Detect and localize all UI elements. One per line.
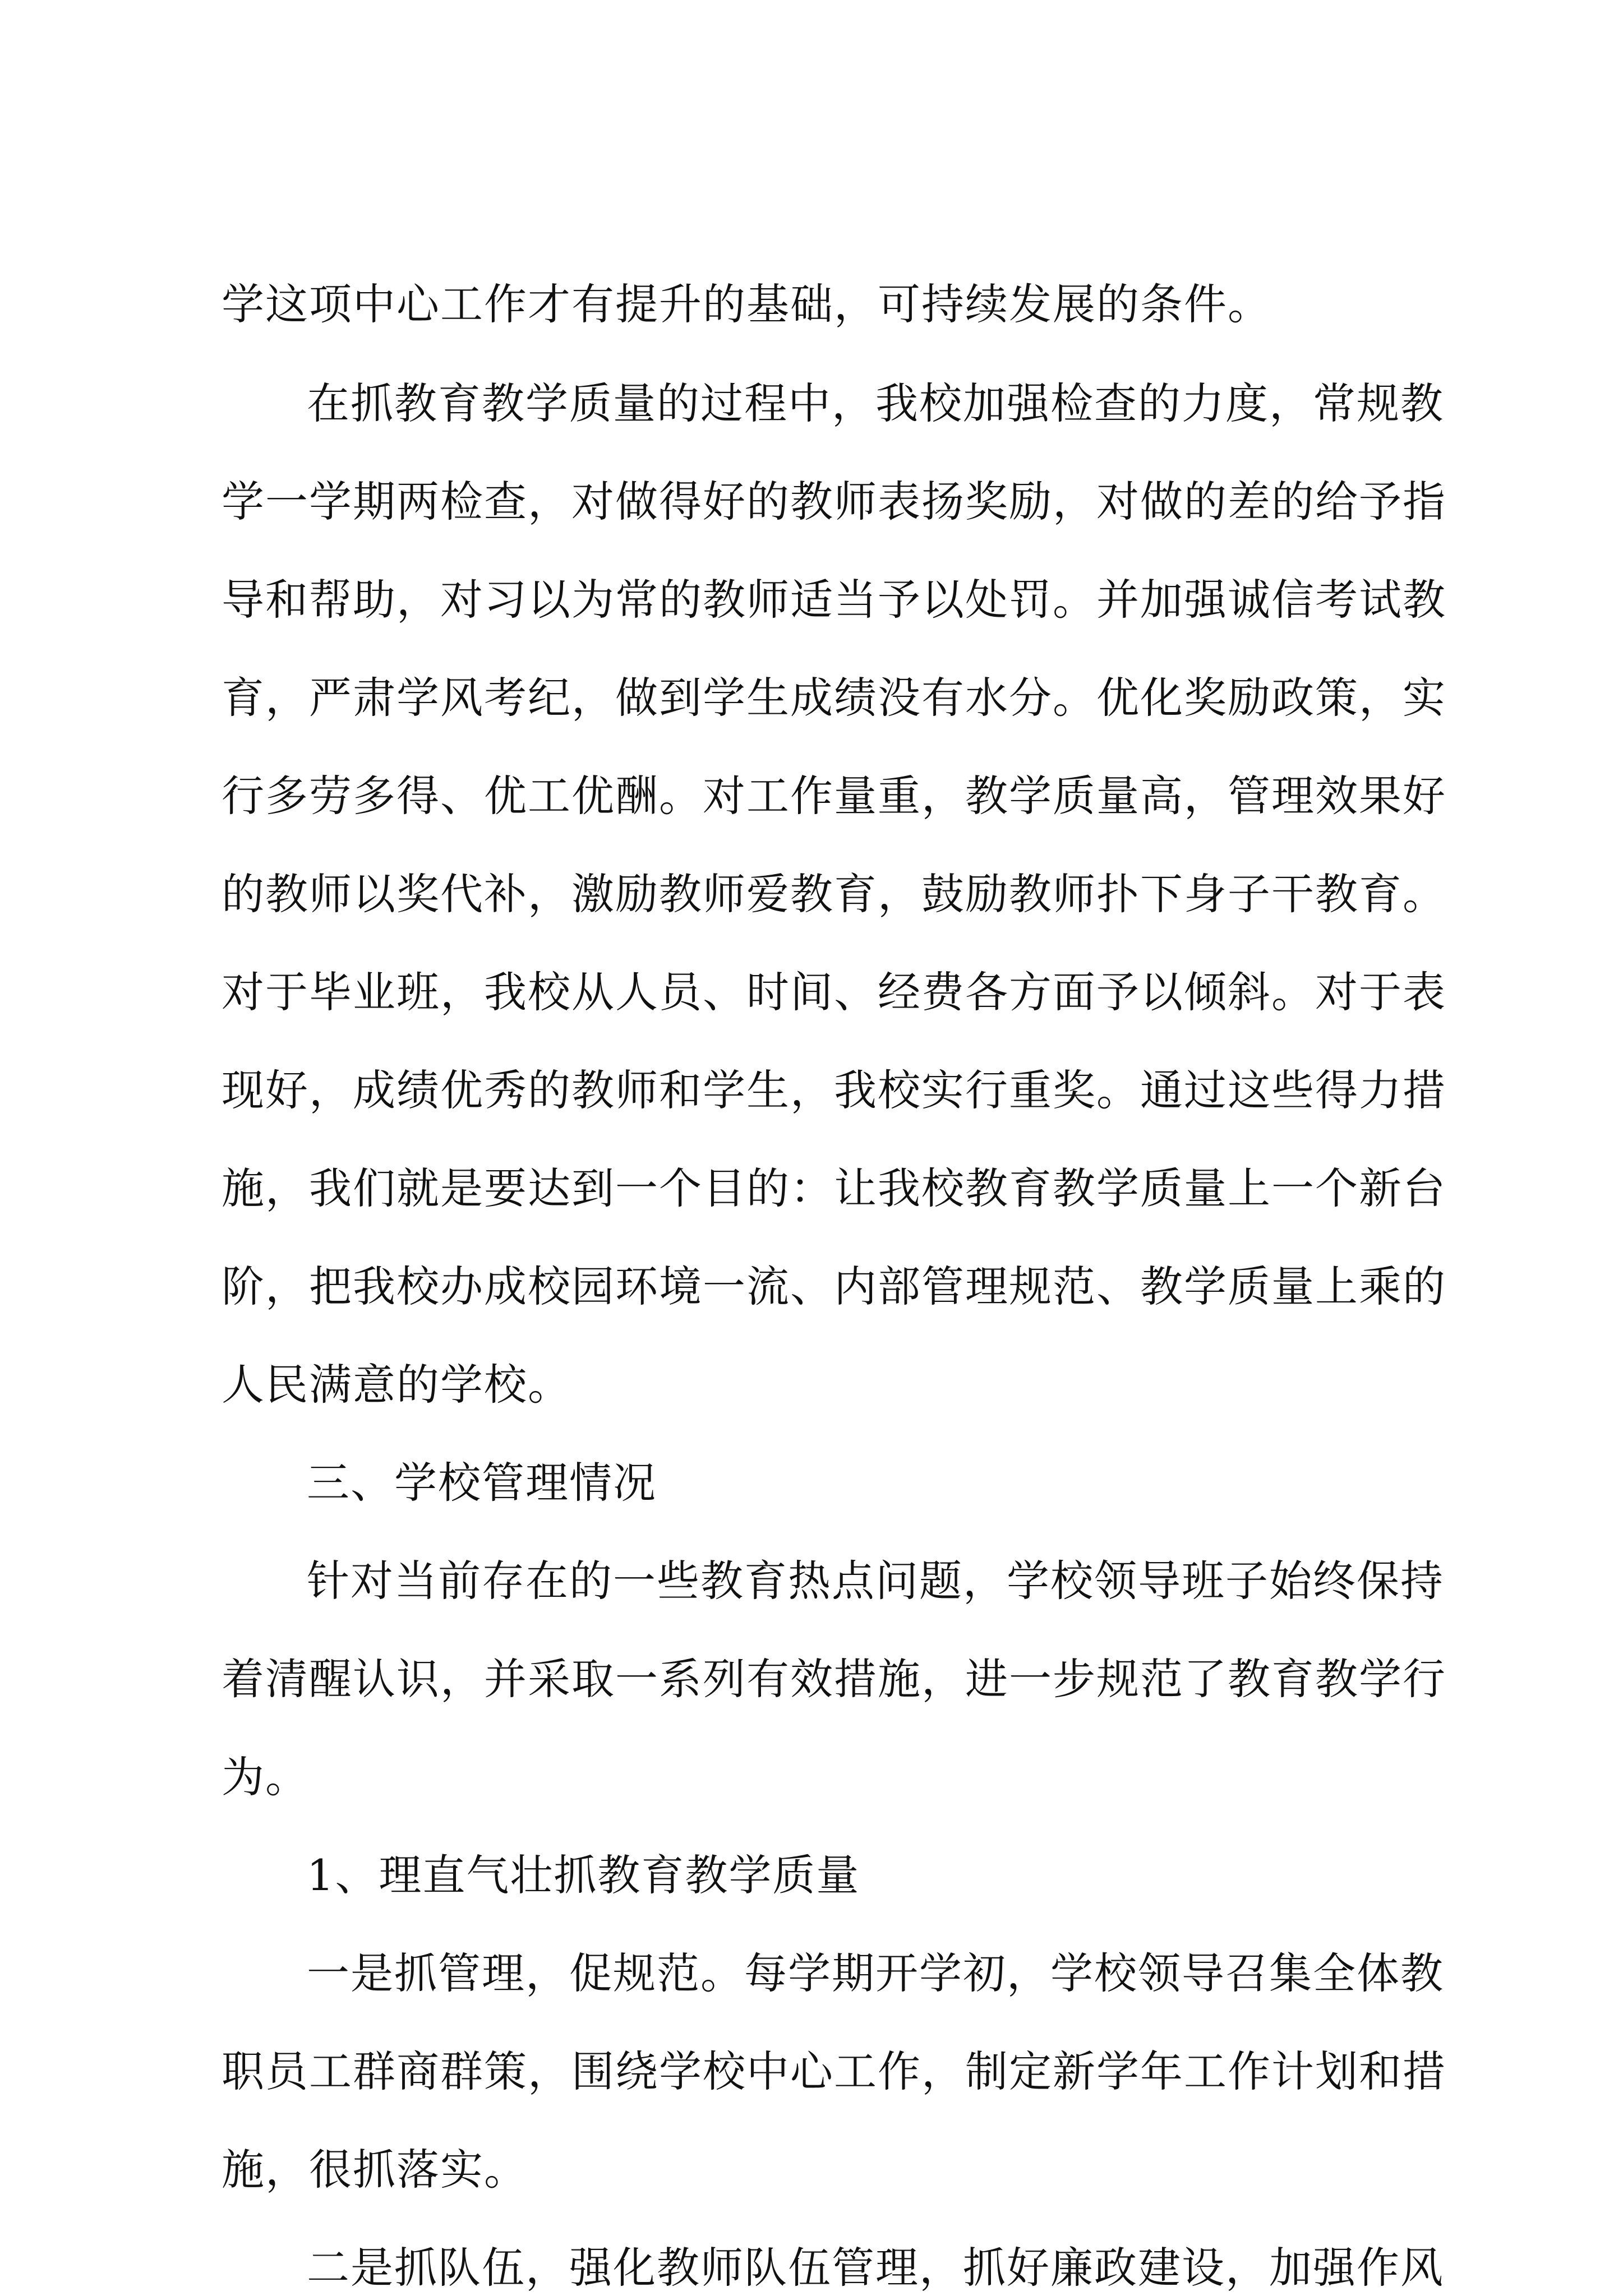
text-line: 导和帮助，对习以为常的教师适当予以处罚。并加强诚信考试教 [222, 575, 1446, 625]
text-line: 学这项中心工作才有提升的基础，可持续发展的条件。 [222, 279, 1271, 329]
text-line: 育，严肃学风考纪，做到学生成绩没有水分。优化奖励政策，实 [222, 673, 1446, 723]
text-line: 为。 [222, 1752, 309, 1802]
text-line: 在抓教育教学质量的过程中，我校加强检查的力度，常规教 [307, 378, 1444, 428]
section-heading: 三、学校管理情况 [307, 1458, 657, 1508]
text-line: 施，我们就是要达到一个目的：让我校教育教学质量上一个新台 [222, 1163, 1446, 1213]
text-line: 职员工群商群策，围绕学校中心工作，制定新学年工作计划和措 [222, 2046, 1446, 2096]
text-line: 的教师以奖代补，激励教师爱教育，鼓励教师扑下身子干教育。 [222, 869, 1446, 919]
text-line: 施，很抓落实。 [222, 2145, 528, 2195]
text-line: 一是抓管理，促规范。每学期开学初，学校领导召集全体教 [307, 1948, 1444, 1998]
text-line: 阶，把我校办成校园环境一流、内部管理规范、教学质量上乘的 [222, 1262, 1446, 1311]
text-line: 对于毕业班，我校从人员、时间、经费各方面予以倾斜。对于表 [222, 967, 1446, 1017]
text-line: 现好，成绩优秀的教师和学生，我校实行重奖。通过这些得力措 [222, 1065, 1446, 1115]
text-line: 行多劳多得、优工优酬。对工作量重，教学质量高，管理效果好 [222, 771, 1446, 821]
text-line: 着清醒认识，并采取一系列有效措施，进一步规范了教育教学行 [222, 1654, 1446, 1704]
text-line: 针对当前存在的一些教育热点问题，学校领导班子始终保持 [307, 1556, 1444, 1606]
text-line: 人民满意的学校。 [222, 1360, 571, 1410]
text-line: 学一学期两检查，对做得好的教师表扬奖励，对做的差的给予指 [222, 477, 1446, 526]
text-line: 二是抓队伍，强化教师队伍管理，抓好廉政建设，加强作风 [307, 2243, 1444, 2293]
subsection-heading: 1、理直气壮抓教育教学质量 [307, 1850, 860, 1900]
